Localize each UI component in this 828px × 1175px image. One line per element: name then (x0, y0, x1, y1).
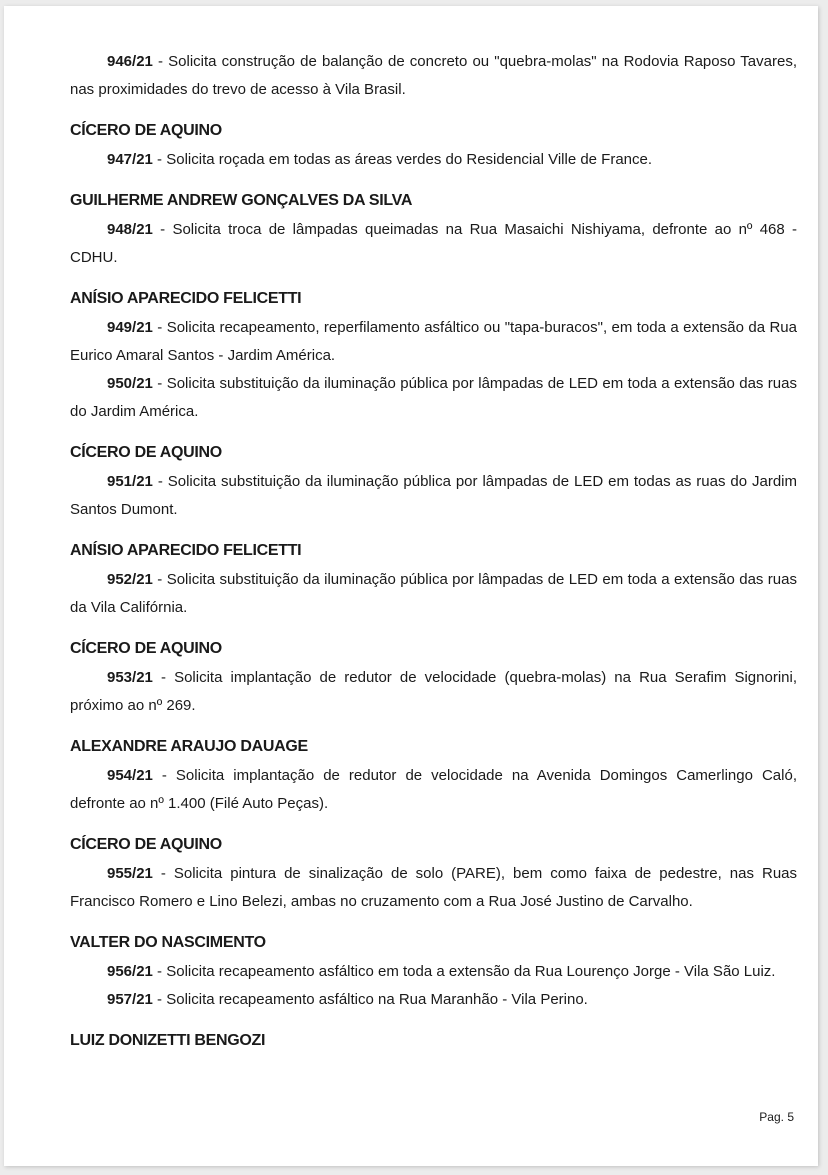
request-text: - Solicita substituição da iluminação pública por lâmpadas de LED em toda a extensão das ruas da Vila Califórnia. (70, 571, 797, 616)
request-item (70, 216, 797, 272)
request-number: 947/21 (107, 151, 153, 168)
councillor-name: VALTER DO NASCIMENTO (70, 934, 266, 951)
request-text: - Solicita recapeamento asfáltico na Rua Maranhão - Vila Perino. (152, 991, 588, 1008)
request-item (70, 762, 797, 818)
request-text: - Solicita construção de balanção de concreto ou "quebra-molas" na Rodovia Raposo Tavares, nas proximidades do trevo de acesso à Vila Brasil. (70, 53, 797, 98)
request-text: - Solicita substituição da iluminação pública por lâmpadas de LED em todas as ruas do Jardim Santos Dumont. (70, 473, 797, 518)
page-number: Pag. 5 (759, 1110, 794, 1124)
request-item (70, 566, 797, 622)
councillor-name: GUILHERME ANDREW GONÇALVES DA SILVA (70, 192, 413, 209)
document-body (70, 48, 797, 1056)
councillor-name: ALEXANDRE ARAUJO DAUAGE (70, 738, 308, 755)
request-text: - Solicita substituição da iluminação pública por lâmpadas de LED em toda a extensão das ruas do Jardim América. (70, 375, 797, 420)
councillor-name: ANÍSIO APARECIDO FELICETTI (70, 542, 302, 559)
document-page (4, 6, 818, 1166)
request-number: 950/21 (107, 375, 153, 392)
request-number: 956/21 (107, 963, 153, 980)
request-number: 957/21 (107, 991, 153, 1008)
request-text: - Solicita recapeamento, reperfilamento asfáltico ou "tapa-buracos", em toda a extensão da Rua Eurico Amaral Santos - Jardim América. (70, 319, 797, 364)
request-text: - Solicita implantação de redutor de velocidade (quebra-molas) na Rua Serafim Signorini, próximo ao nº 269. (70, 669, 797, 714)
request-number: 952/21 (107, 571, 153, 588)
councillor-name: CÍCERO DE AQUINO (70, 836, 222, 853)
councillor-name: LUIZ DONIZETTI BENGOZI (70, 1032, 266, 1049)
request-number: 946/21 (107, 53, 153, 70)
request-item (70, 468, 797, 524)
councillor-name: ANÍSIO APARECIDO FELICETTI (70, 290, 302, 307)
request-item (70, 370, 797, 426)
request-number: 949/21 (107, 319, 153, 336)
request-number: 953/21 (107, 669, 153, 686)
request-item (70, 986, 797, 1014)
request-item (70, 146, 797, 174)
request-item (70, 314, 797, 370)
request-number: 948/21 (107, 221, 153, 238)
request-item (70, 958, 797, 986)
councillor-name: CÍCERO DE AQUINO (70, 640, 222, 657)
request-text: - Solicita roçada em todas as áreas verdes do Residencial Ville de France. (152, 151, 653, 168)
request-number: 951/21 (107, 473, 153, 490)
request-text: - Solicita troca de lâmpadas queimadas na Rua Masaichi Nishiyama, defronte ao nº 468 - CDHU. (70, 221, 797, 266)
request-item (70, 664, 797, 720)
request-number: 955/21 (107, 865, 153, 882)
request-text: - Solicita implantação de redutor de velocidade na Avenida Domingos Camerlingo Caló, defronte ao nº 1.400 (Filé Auto Peças). (70, 767, 797, 812)
request-item (70, 860, 797, 916)
request-number: 954/21 (107, 767, 153, 784)
request-item (70, 48, 797, 104)
councillor-name: CÍCERO DE AQUINO (70, 122, 222, 139)
request-text: - Solicita recapeamento asfáltico em toda a extensão da Rua Lourenço Jorge - Vila São Luiz. (152, 963, 776, 980)
request-text: - Solicita pintura de sinalização de solo (PARE), bem como faixa de pedestre, nas Ruas Francisco Romero e Lino Belezi, ambas no cruzamento com a Rua José Justino de Carvalho. (70, 865, 797, 910)
councillor-name: CÍCERO DE AQUINO (70, 444, 222, 461)
